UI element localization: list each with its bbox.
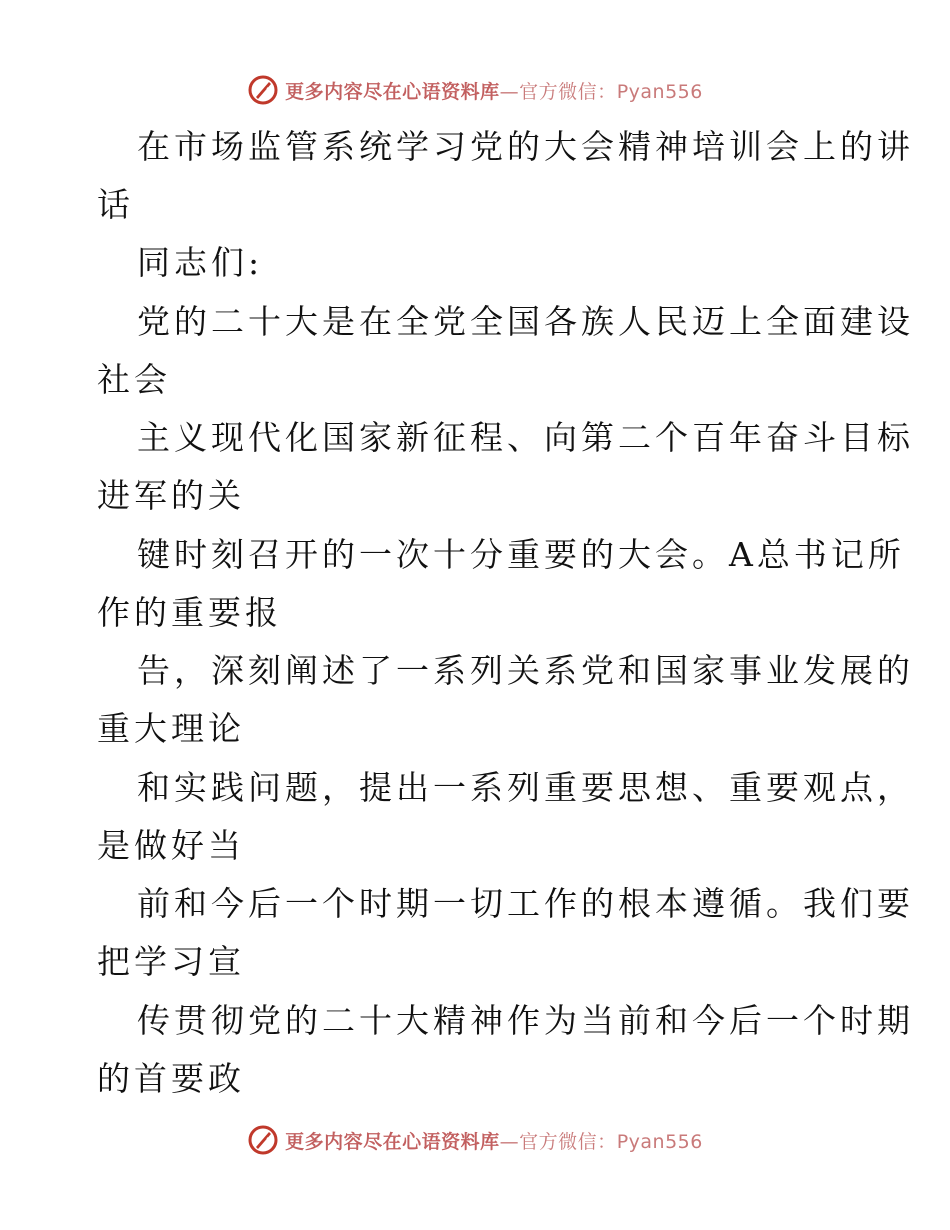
watermark-text (285, 77, 703, 104)
doc-line: 作的重要报 (97, 593, 282, 632)
doc-line: 和实践问题，提出一系列重要思想、重要观点， (137, 768, 914, 807)
watermark-footer (0, 1120, 950, 1160)
watermark-text (285, 1127, 703, 1154)
doc-line: 社会 (97, 360, 171, 399)
doc-line: 进军的关 (97, 476, 245, 515)
doc-line: 键时刻召开的一次十分重要的大会。A总书记所 (137, 535, 905, 574)
watermark-dash: —官方微信： (499, 80, 617, 103)
quill-logo-icon (247, 74, 279, 106)
doc-line: 话 (97, 185, 134, 224)
doc-line: 告，深刻阐述了一系列关系党和国家事业发展的 (137, 651, 914, 690)
watermark-main: 更多内容尽在心语资料库 (285, 80, 500, 103)
doc-line: 在市场监管系统学习党的大会精神培训会上的讲 (137, 127, 914, 166)
watermark-main: 更多内容尽在心语资料库 (285, 1130, 500, 1153)
doc-line: 重大理论 (97, 709, 245, 748)
watermark-id: Pyan556 (616, 1130, 703, 1153)
watermark-id: Pyan556 (616, 80, 703, 103)
doc-line: 的首要政 (97, 1059, 245, 1098)
watermark-dash: —官方微信： (499, 1130, 617, 1153)
doc-line: 党的二十大是在全党全国各族人民迈上全面建设 (137, 302, 914, 341)
doc-line: 传贯彻党的二十大精神作为当前和今后一个时期 (137, 1001, 914, 1040)
doc-line: 同志们: (137, 243, 264, 282)
doc-line: 把学习宣 (97, 942, 245, 981)
watermark-header (0, 70, 950, 110)
doc-line: 前和今后一个时期一切工作的根本遵循。我们要 (137, 884, 914, 923)
quill-logo-icon (247, 1124, 279, 1156)
doc-line: 主义现代化国家新征程、向第二个百年奋斗目标 (137, 418, 914, 457)
doc-line: 是做好当 (97, 826, 245, 865)
